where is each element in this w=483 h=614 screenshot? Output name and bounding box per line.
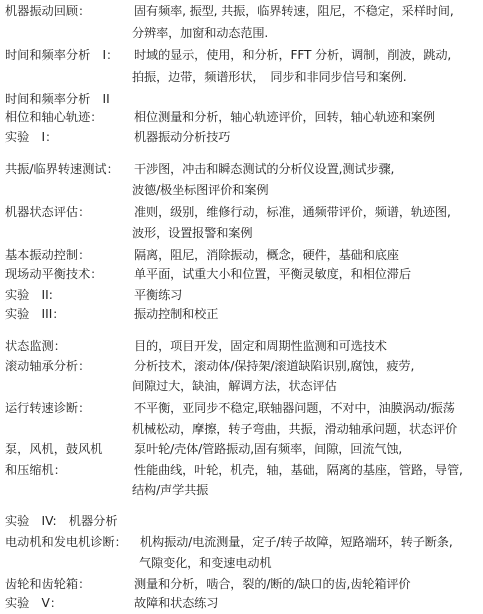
topic-label: 泵，风机，鼓风机 (5, 442, 103, 456)
topic-label: 实验 I： (5, 130, 58, 144)
outline-row-vibration-review-cont (0, 22, 483, 44)
outline-row-lab-1 (0, 126, 483, 148)
outline-row-running-speed-diagnosis (0, 397, 483, 419)
topic-label: 机器状态评估： (5, 205, 91, 219)
topic-description: 机械松动，摩擦，转子弯曲，共振，滑动轴承问题，状态评价 (132, 422, 458, 436)
outline-row-running-speed-diagnosis-cont (0, 418, 483, 440)
outline-row-resonance-test (0, 158, 483, 180)
topic-description: 机器振动分析技巧 (134, 130, 231, 144)
topic-description: 干涉图，冲击和瞬态测试的分析仪设置,测试步骤, (134, 162, 395, 176)
topic-description: 性能曲线，叶轮，机壳，轴，基础，隔离的基座，管路，导管, (134, 463, 463, 477)
outline-row-rolling-bearing (0, 355, 483, 377)
topic-label: 运行转速诊断： (5, 401, 91, 415)
outline-row-phase-orbit (0, 106, 483, 128)
topic-description: 分辨率，加窗和动态范围. (132, 26, 269, 40)
topic-description: 不平衡，亚同步不稳定,联轴器问题，不对中，油膜涡动/振荡 (134, 401, 455, 415)
outline-row-resonance-test-cont (0, 179, 483, 201)
outline-row-lab-5 (0, 592, 483, 614)
topic-label: 现场动平衡技术： (5, 267, 103, 281)
topic-description: 故障和状态练习 (134, 596, 219, 610)
outline-row-lab-4 (0, 510, 483, 532)
topic-description: 机构振动/电流测量，定子/转子故障，短路端环，转子断条, (140, 535, 453, 549)
outline-row-vibration-review (0, 0, 483, 22)
topic-label: 实验 IV: 机器分析 (5, 514, 118, 528)
outline-row-pumps-fans (0, 438, 483, 460)
topic-label: 电动机和发电机诊断： (5, 535, 127, 549)
outline-row-compressors (0, 459, 483, 481)
topic-label: 机器振动回顾： (5, 4, 91, 18)
topic-description: 泵叶轮/壳体/管路振动,固有频率，间隙，回流气蚀, (134, 442, 403, 456)
topic-label: 状态监测： (5, 339, 66, 353)
topic-description: 隔离，阻尼，消除振动，概念，硬件，基础和底座 (134, 248, 399, 262)
topic-description: 拍振，边带，频谱形状， 同步和非同步信号和案例. (132, 70, 407, 84)
outline-row-condition-assessment (0, 201, 483, 223)
outline-row-time-frequency-1-cont (0, 66, 483, 88)
topic-label: 滚动轴承分析： (5, 359, 91, 373)
topic-description: 时域的显示，使用，和分析，FFT 分析，调制，削波，跳动, (134, 48, 452, 62)
topic-description: 振动控制和校正 (134, 307, 219, 321)
outline-row-field-balancing (0, 263, 483, 285)
topic-description: 准则，级别，维修行动，标准，通频带评价，频谱，轨迹图, (134, 205, 451, 219)
topic-label: 共振/临界转速测试： (5, 162, 119, 176)
outline-row-rolling-bearing-cont (0, 375, 483, 397)
topic-description: 测量和分析，啮合，裂的/断的/缺口的齿,齿轮箱评价 (134, 577, 411, 591)
outline-row-lab-3 (0, 303, 483, 325)
topic-description: 单平面，试重大小和位置，平衡灵敏度，和相位滞后 (134, 267, 411, 281)
topic-label: 齿轮和齿轮箱： (5, 577, 91, 591)
topic-label: 相位和轴心轨迹： (5, 110, 103, 124)
topic-description: 平衡练习 (134, 288, 183, 302)
topic-label: 基本振动控制： (5, 248, 91, 262)
topic-description: 固有频率, 振型, 共振，临界转速，阻尼，不稳定，采样时间, (134, 4, 454, 18)
outline-row-condition-assessment-cont (0, 222, 483, 244)
topic-label: 时间和频率分析 I： (5, 48, 119, 62)
topic-label: 实验 V： (5, 596, 63, 610)
outline-row-condition-monitoring (0, 335, 483, 357)
topic-description: 分析技术，滚动体/保持架/滚道缺陷识别,腐蚀，疲劳, (134, 359, 415, 373)
topic-label: 时间和频率分析 II (5, 92, 110, 106)
topic-description: 间隙过大，缺油，解调方法，状态评估 (132, 379, 337, 393)
topic-description: 气隙变化，和变速电动机 (139, 556, 272, 570)
topic-label: 和压缩机： (5, 463, 66, 477)
topic-description: 目的，项目开发，固定和周期性监测和可选技术 (134, 339, 387, 353)
topic-description: 相位测量和分析，轴心轨迹评价，回转，轴心轨迹和案例 (134, 110, 435, 124)
topic-description: 波德/极坐标图评价和案例 (132, 183, 269, 197)
topic-label: 实验 II: (5, 288, 53, 302)
topic-description: 波形，设置报警和案例 (132, 226, 253, 240)
topic-label: 实验 III： (5, 307, 65, 321)
topic-description: 结构/声学共振 (132, 483, 209, 497)
outline-row-compressors-cont (0, 479, 483, 501)
outline-row-motor-generator-cont (0, 552, 483, 574)
outline-row-motor-generator (0, 531, 483, 553)
outline-row-time-frequency-1 (0, 44, 483, 66)
